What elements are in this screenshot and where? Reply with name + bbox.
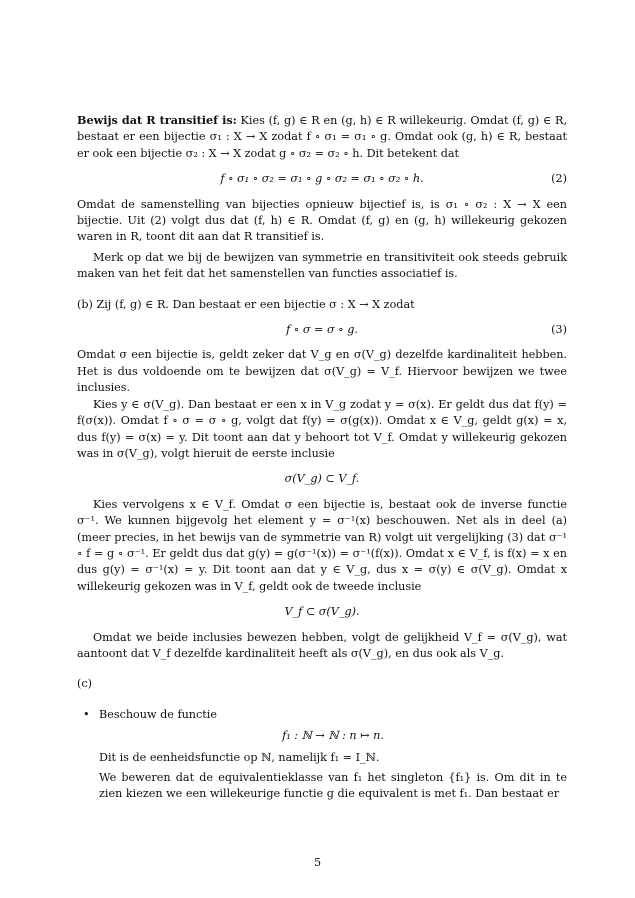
part-c-bullet bbox=[77, 707, 567, 803]
identity-note: Dit is de eenheidsfunctie op ℕ, namelijk f₁ = I_ℕ. bbox=[99, 750, 380, 764]
part-b-paragraph-4: Omdat we beide inclusies bewezen hebben, volgt de gelijkheid V_f = σ(V_g), wat aantoont dat V_f dezelfde kardinaliteit heeft als σ(V_g), en dus ook als V_g. bbox=[77, 630, 567, 660]
proof-intro: Kies (f, g) ∈ R en (g, h) ∈ R willekeurig. Omdat (f, g) ∈ R, bestaat er een bijectie σ₁ : X → X zodat f ∘ σ₁ = σ₁ ∘ g. Omdat ook (g, h) ∈ R, bestaat er ook een bijectie σ₂ : X → X zodat g ∘ σ₂ = σ₂ ∘ h. Dit betekent dat bbox=[77, 114, 567, 160]
bullet-icon: • bbox=[83, 707, 90, 721]
equation-2-number: (2) bbox=[551, 172, 567, 186]
equation-2-body: f ∘ σ₁ ∘ σ₂ = σ₁ ∘ g ∘ σ₂ = σ₁ ∘ σ₂ ∘ h. bbox=[220, 172, 424, 186]
inclusion-2 bbox=[77, 604, 567, 620]
part-b-paragraph-3: Kies vervolgens x ∈ V_f. Omdat σ een bijectie is, bestaat ook de inverse functie σ⁻¹. We kunnen bijgevolg het element y = σ⁻¹(x) beschouwen. Net als in deel (a) (meer precies, in het bewijs van de symmetrie van R) volgt uit vergelijking (3) dat σ⁻¹ ∘ f = g ∘ σ⁻¹. Er geldt dus dat g(y) = g(σ⁻¹(x)) = σ⁻¹(f(x)). Omdat x ∈ V_f, is f(x) = x en dus g(y) = σ⁻¹(x) = y. Dit toont aan dat y ∈ V_g, dus x = σ(y) ∈ σ(V_g). Omdat x willekeurig gekozen was in V_f, geldt ook de tweede inclusie bbox=[77, 497, 567, 593]
page-number: 5 bbox=[313, 856, 322, 869]
part-b-intro: (b) Zij (f, g) ∈ R. Dan bestaat er een bijectie σ : X → X zodat bbox=[77, 297, 415, 311]
inclusion-1 bbox=[77, 471, 567, 487]
equation-3-body: f ∘ σ = σ ∘ g. bbox=[286, 323, 358, 337]
inclusion-1-body: σ(V_g) ⊂ V_f. bbox=[284, 472, 360, 486]
equation-2 bbox=[77, 171, 567, 187]
proof-conclusion: Omdat de samenstelling van bijecties opnieuw bijectief is, is σ₁ ∘ σ₂ : X → X een bijectie. Uit (2) volgt dus dat (f, h) ∈ R. Omdat (f, g) en (g, h) willekeurig gekozen waren in R, toont dit aan dat R transitief is. bbox=[77, 197, 567, 244]
part-c-label: (c) bbox=[77, 677, 92, 691]
equation-3-number: (3) bbox=[551, 323, 567, 337]
function-definition-body: f₁ : ℕ → ℕ : n ↦ n. bbox=[282, 729, 384, 743]
page-content bbox=[77, 112, 567, 803]
inclusion-2-body: V_f ⊂ σ(V_g). bbox=[284, 605, 360, 619]
singleton-claim: We beweren dat de equivalentieklasse van f₁ het singleton {f₁} is. Om dit in te zien kiezen we een willekeurige functie g die equivalent is met f₁. Dan bestaat er bbox=[99, 771, 567, 801]
part-b-paragraph-2: Kies y ∈ σ(V_g). Dan bestaat er een x in V_g zodat y = σ(x). Er geldt dus dat f(y) = f(σ(x)). Omdat f ∘ σ = σ ∘ g, volgt dat f(y) = σ(g(x)). Omdat x ∈ V_g, geldt g(x) = x, dus f(y) = σ(x) = y. Dit toont aan dat y behoort tot V_f. Omdat y willekeurig gekozen was in σ(V_g), volgt hieruit de eerste inclusie bbox=[77, 397, 567, 460]
proof-transitive-paragraph bbox=[77, 112, 567, 162]
proof-heading: Bewijs dat R transitief is: bbox=[77, 113, 237, 127]
part-b-paragraph-1: Omdat σ een bijectie is, geldt zeker dat V_g en σ(V_g) dezelfde kardinaliteit hebben. Het is dus voldoende om te bewijzen dat σ(V_g) = V_f. Hiervoor bewijzen we twee inclusies. bbox=[77, 348, 567, 395]
function-definition bbox=[99, 728, 567, 744]
equation-3 bbox=[77, 322, 567, 338]
part-c-bullet-lead: Beschouw de functie bbox=[99, 707, 217, 721]
associativity-remark: Merk op dat we bij de bewijzen van symmetrie en transitiviteit ook steeds gebruik maken van het feit dat het samenstellen van functies associatief is. bbox=[77, 250, 567, 281]
